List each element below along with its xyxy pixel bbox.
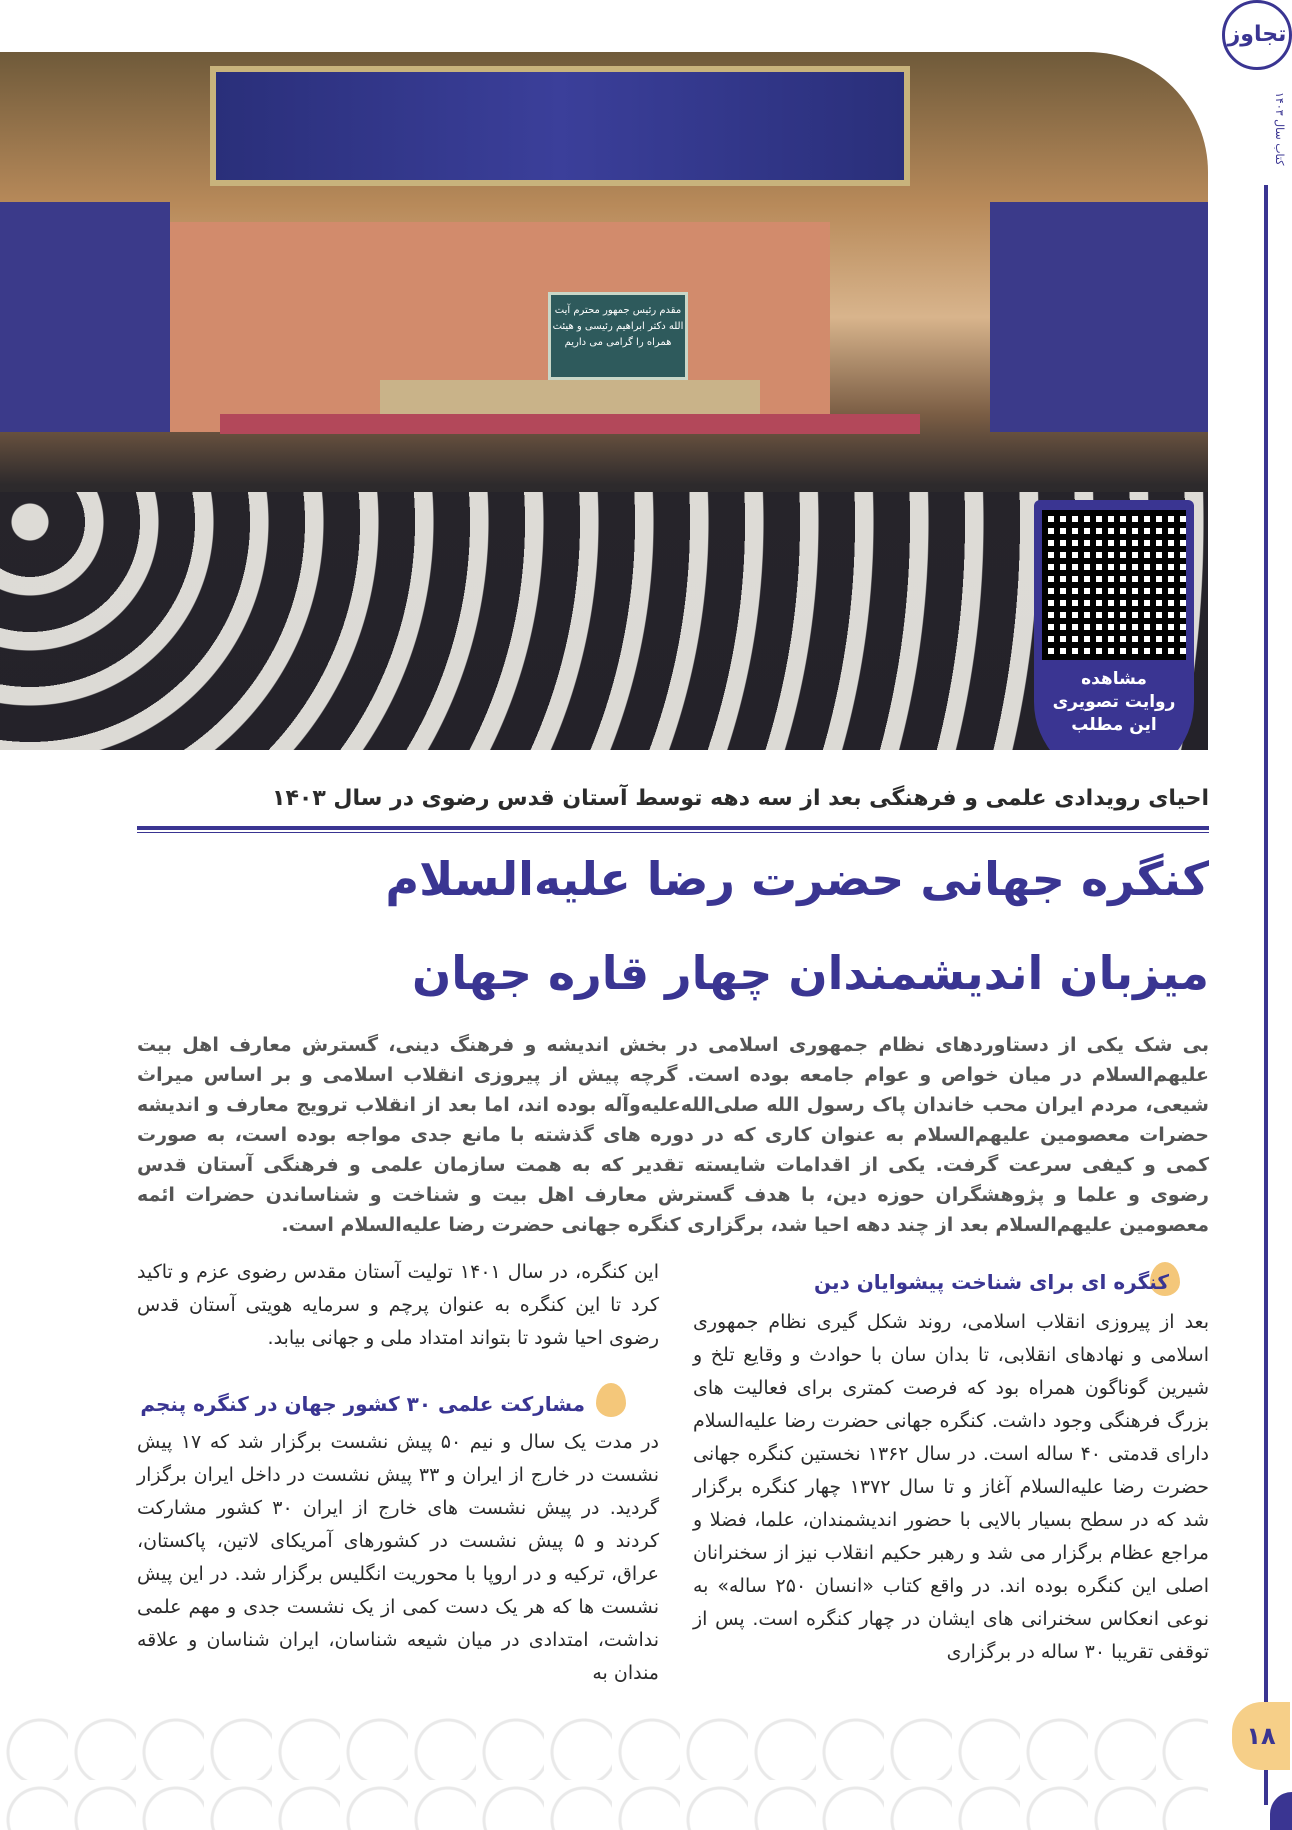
side-label: کتاب سال ۱۴۰۳	[1273, 92, 1286, 166]
qr-code-icon[interactable]	[1042, 510, 1186, 660]
supertitle: احیای رویدادی علمی و فرهنگی بعد از سه دهه توسط آستان قدس رضوی در سال ۱۴۰۳	[272, 786, 1209, 811]
section-heading-1: کنگره ای برای شناخت پیشوایان دین	[813, 1270, 1169, 1294]
title-rule	[137, 826, 1209, 830]
side-rule	[1264, 185, 1268, 1805]
page-title-line-2: میزبان اندیشمندان چهار قاره جهان	[411, 946, 1209, 1000]
tile-panel-left	[0, 202, 170, 432]
qr-caption-line-1: مشاهده	[1081, 669, 1147, 689]
page-title-line-1: کنگره جهانی حضرت رضا علیه‌السلام	[385, 852, 1209, 906]
drop-bullet-icon	[596, 1383, 626, 1417]
publication-emblem: تجاوز	[1222, 0, 1292, 70]
column-left-body	[137, 1426, 659, 1690]
column-right	[693, 1306, 1209, 1669]
audience	[0, 492, 1208, 750]
qr-caption	[1034, 668, 1194, 737]
section-heading-2: مشارکت علمی ۳۰ کشور جهان در کنگره پنجم	[140, 1392, 585, 1416]
calligraphy-banner	[210, 66, 910, 186]
section-2-body: در مدت یک سال و نیم ۵۰ پیش نشست برگزار شد که ۱۷ پیش نشست در خارج از ایران و ۳۳ پیش نشست در داخل ایران برگزار گردید. در پیش نشست های خارج از ایران ۳۰ کشور مشارکت کردند و ۵ پیش نشست در کشورهای آمریکای لاتین، پاکستان، عراق، ترکیه و در اروپا با محوریت انگلیس برگزار شد. در این پیش نشست ها که هر یک دست کمی از یک نشست جدی و مهم علمی نداشت، امتدادی در میان شیعه شناسان، ایران شناسان و علاقه مندان به	[137, 1431, 659, 1684]
title-rule-thin	[137, 832, 1209, 833]
tile-panel-right	[990, 202, 1208, 432]
qr-caption-line-3: این مطلب	[1071, 715, 1157, 735]
column-left-top	[137, 1256, 659, 1355]
section-1-body: بعد از پیروزی انقلاب اسلامی، روند شکل گیری نظام جمهوری اسلامی و نهادهای انقلابی، تا بدان سان با حوادث و وقایع تلخ و شیرین گوناگون همراه بود که فرصت کمتری برای فعالیت های بزرگ فرهنگی وجود داشت. کنگره جهانی حضرت رضا علیه‌السلام دارای قدمتی ۴۰ ساله است. در سال ۱۳۶۲ نخستین کنگره جهانی حضرت رضا علیه‌السلام آغاز و تا سال ۱۳۷۲ چهار کنگره برگزار شد که در سطح بسیار بالایی با حضور اندیشمندان، علما، فضلا و مراجع عظام برگزار می شد و رهبر حکیم انقلاب نیز از سخنرانان اصلی این کنگره بوده اند. در واقع کتاب «انسان ۲۵۰ ساله» به نوعی انعکاس سخنرانی های ایشان در چهار کنگره است. پس از توقفی تقریبا ۳۰ ساله در برگزاری	[693, 1311, 1209, 1663]
corner-decoration	[1270, 1792, 1292, 1830]
qr-badge[interactable]	[1034, 500, 1194, 750]
lead-paragraph: بی شک یکی از دستاوردهای نظام جمهوری اسلامی در بخش اندیشه و فرهنگ دینی، گسترش معارف اهل بیت علیهم‌السلام در میان خواص و عوام جامعه بوده است. گرچه پیش از پیروزی انقلاب اسلامی و بر اساس میراث شیعی، مردم ایران محب خاندان پاک رسول الله صلی‌الله‌علیه‌وآله بوده اند، اما بعد از انقلاب ترویج معارف و اندیشه حضرات معصومین علیهم‌السلام به عنوان کاری که در دوره های گذشته با مانع جدی مواجه بوده است، به صورت کمی و کیفی سرعت گرفت. یکی از اقدامات شایسته تقدیر که به همت سازمان علمی و فرهنگی آستان قدس رضوی و علما و پژوهشگران حوزه دین، با هدف گسترش معارف اهل بیت و شناخت و شناساندن حضرات ائمه معصومین علیهم‌السلام بعد از چند دهه احیا شد، برگزاری کنگره جهانی حضرت رضا علیه‌السلام است.	[137, 1034, 1209, 1236]
hero-photo	[0, 52, 1208, 750]
column-left-intro: این کنگره، در سال ۱۴۰۱ تولیت آستان مقدس رضوی عزم و تاکید کرد تا این کنگره به عنوان پرچم و سرمایه هویتی آستان قدس رضوی احیا شود تا بتواند امتداد ملی و جهانی بیابد.	[137, 1261, 659, 1349]
stage-sign: مقدم رئیس جمهور محترم آیت الله دکتر ابراهیم رئیسی و هیئت همراه را گرامی می داریم	[548, 292, 688, 380]
stage-flowers	[220, 414, 920, 434]
footer-pattern	[0, 1712, 1208, 1830]
qr-caption-line-2: روایت تصویری	[1052, 692, 1176, 712]
page-number: ۱۸	[1232, 1702, 1290, 1770]
